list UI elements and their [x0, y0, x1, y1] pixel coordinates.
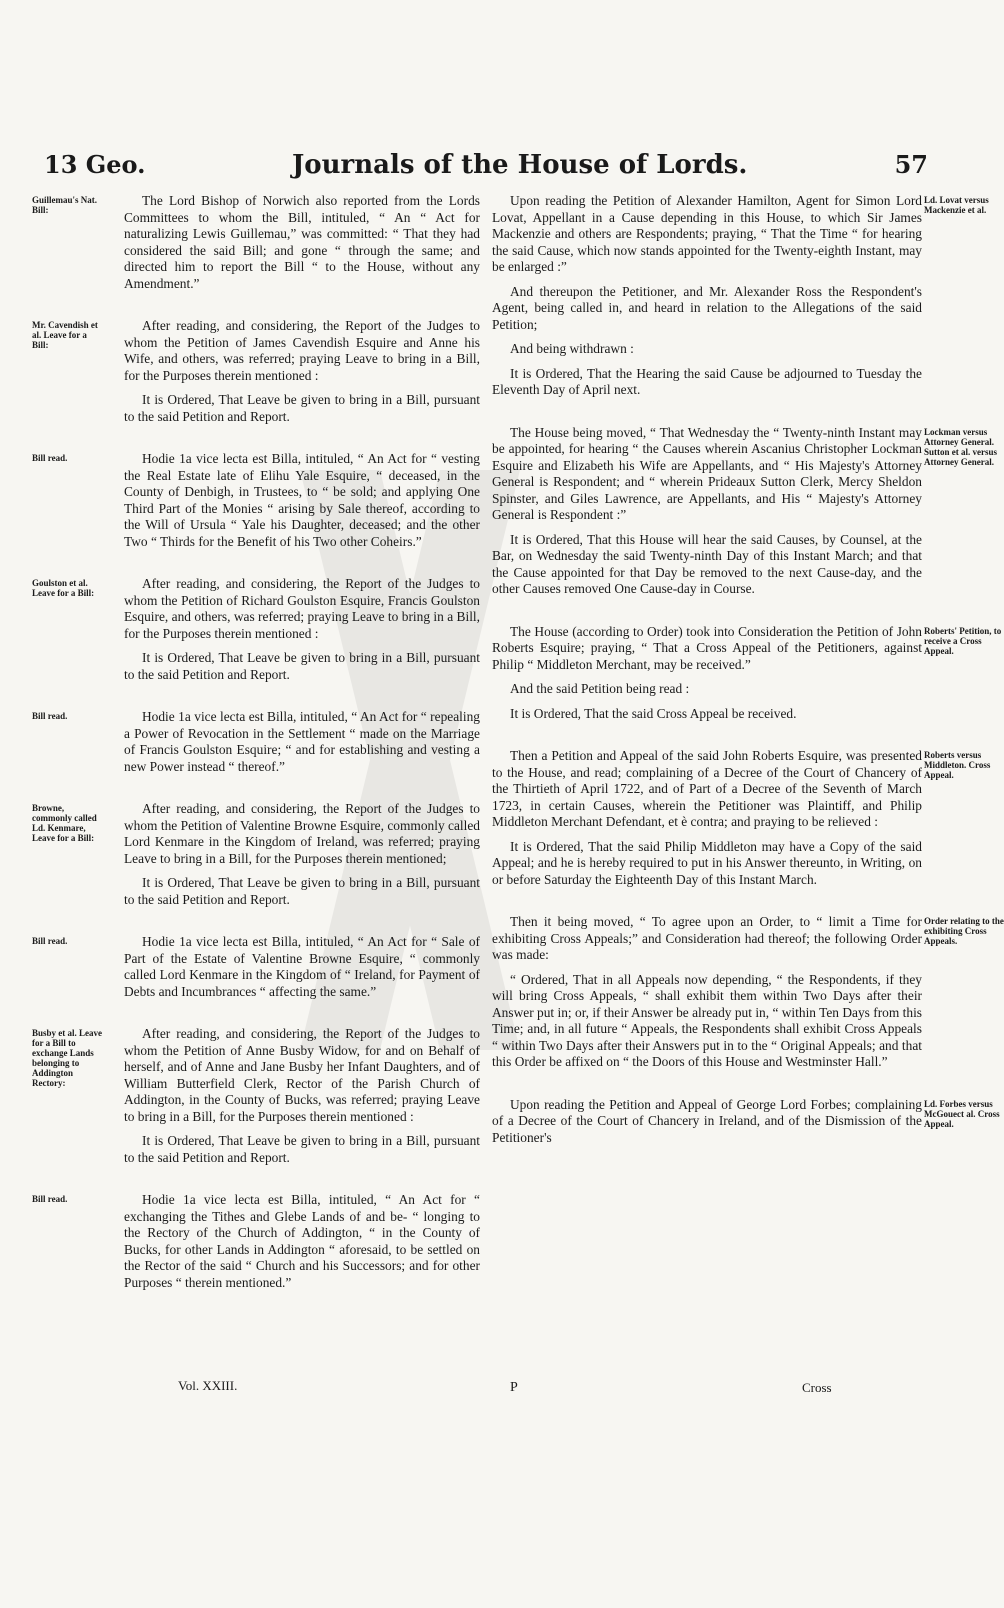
- header-reign: 13 Geo.: [44, 150, 146, 179]
- margin-note: Bill read.: [32, 453, 68, 463]
- margin-note: Roberts versus Middleton. Cross Appeal.: [924, 750, 991, 780]
- entry-paragraph: Hodie 1a vice lecta est Billa, intituled, “ An Act for “ Sale of Part of the Estate of Valentine Browne Esquire, “ commonly called Lord Kenmare in the Kingdom of “ Ireland, for Payment of Debts and Incumbrances “ affecting the same.”: [124, 934, 480, 999]
- volume-number: Vol. XXIII.: [178, 1378, 238, 1393]
- entry-paragraph: The Lord Bishop of Norwich also reported from the Lords Committees to whom the Bill, intituled, “ An “ Act for naturalizing Lewis Guillemau,” was committed: “ That they had considered the said Bill; and gone “ through the same; and directed him to report the Bill “ to the House, without any Amendment.”: [124, 193, 480, 291]
- entry-paragraph: It is Ordered, That Leave be given to bring in a Bill, pursuant to the said Petition and Report.: [124, 392, 480, 424]
- margin-note: Ld. Forbes versus McGouect al. Cross Appeal.: [924, 1098, 1000, 1129]
- journal-entry: [32, 318, 480, 425]
- entry-paragraph: It is Ordered, That Leave be given to bring in a Bill, pursuant to the said Petition and Report.: [124, 650, 480, 682]
- journal-entry: [32, 709, 480, 775]
- margin-note: Guillemau's Nat. Bill:: [32, 195, 98, 215]
- journal-entry: [492, 914, 1004, 1071]
- entry-paragraph: And being withdrawn :: [510, 341, 634, 356]
- journal-entry: [32, 1026, 480, 1166]
- entry-paragraph: Hodie 1a vice lecta est Billa, intituled, “ An Act for “ exchanging the Tithes and Glebe Lands of and be- “ longing to the Rectory of the Church of Addington, “ in the County of Bucks, for other Lands in Addington “ aforesaid, to be settled on the Rector of the said “ Church and his Successors; and for other Purposes “ therein mentioned.”: [124, 1192, 480, 1290]
- journal-entry: [32, 193, 480, 292]
- margin-note: Goulston et al. Leave for a Bill:: [32, 578, 95, 598]
- journal-entry: [32, 576, 480, 683]
- entry-paragraph: After reading, and considering, the Report of the Judges to whom the Petition of Valentine Browne Esquire, commonly called Lord Kenmare in the Kingdom of Ireland, was referred; praying Leave to bring in a Bill, for the Purposes therein mentioned;: [124, 801, 480, 866]
- margin-note: Order relating to the exhibiting Cross Appeals.: [924, 916, 1004, 946]
- entry-paragraph: Then it being moved, “ To agree upon an Order, to “ limit a Time for exhibiting Cross Appeals;” and Consideration had thereof; the following Order was made:: [492, 914, 922, 962]
- left-column: [32, 193, 480, 1317]
- margin-note: Ld. Lovat versus Mackenzie et al.: [924, 195, 989, 215]
- right-column: [492, 193, 1004, 1172]
- entry-paragraph: It is Ordered, That Leave be given to bring in a Bill, pursuant to the said Petition and Report.: [124, 875, 480, 907]
- margin-note: Roberts' Petition, to receive a Cross Appeal.: [924, 625, 1002, 656]
- entry-paragraph: It is Ordered, That the said Philip Middleton may have a Copy of the said Appeal; and he is hereby required to put in his Answer thereunto, in Writing, on or before Saturday the Eighteenth Day of this Instant March.: [492, 838, 922, 887]
- entry-paragraph: And thereupon the Petitioner, and Mr. Alexander Ross the Respondent's Agent, being called in, and heard in relation to the Allegations of the said Petition;: [492, 283, 922, 332]
- page-header: [0, 150, 992, 190]
- margin-note: Bill read.: [32, 936, 68, 946]
- entry-paragraph: Hodie 1a vice lecta est Billa, intituled, “ An Act for “ repealing a Power of Revocation in the Settlement “ made on the Marriage of Francis Goulston Esquire; “ and for establishing and vesting a new Power instead “ thereof.”: [124, 709, 480, 774]
- margin-note: Bill read.: [32, 711, 68, 721]
- margin-note: Browne, commonly called Ld. Kenmare, Leave for a Bill:: [32, 803, 97, 843]
- journal-entry: [492, 424, 998, 598]
- entry-paragraph: It is Ordered, That the said Cross Appeal be received.: [510, 705, 797, 721]
- margin-note: Mr. Cavendish et al. Leave for a Bill:: [32, 320, 98, 350]
- entry-paragraph: It is Ordered, That the Hearing the said Cause be adjourned to Tuesday the Eleventh Day of April next.: [492, 365, 922, 397]
- entry-paragraph: And the said Petition being read :: [510, 681, 690, 696]
- header-title: Journals of the House of Lords.: [292, 150, 748, 180]
- margin-note: Bill read.: [32, 1194, 68, 1204]
- entry-paragraph: The House being moved, “ That Wednesday the “ Twenty-ninth Instant may be appointed, for hearing “ the Causes wherein Ascanius Christopher Lockman Esquire and Elizabeth his Wife are Appellants, and “ His Majesty's Attorney General is Respondent; and “ wherein Prideaux Sutton Clerk, Mercy Sheldon Spinster, and Giles Lawrence, are Appellants, and His “ Majesty's Attorney General is Respondent :”: [492, 424, 922, 522]
- margin-note: Busby et al. Leave for a Bill to exchange Lands belonging to Addington Rectory:: [32, 1028, 103, 1088]
- entry-paragraph: Then a Petition and Appeal of the said John Roberts Esquire, was presented to the House, and read; complaining of a Decree of the Court of Chancery of the Thirtieth of April 1722, and of Part of a Decree of the Seventh of March 1723, in certain Causes, wherein the Petitioner was Plaintiff, and Philip Middleton Merchant Defendant, et è contra; and praying to be relieved :: [492, 748, 922, 829]
- journal-entry: [492, 1096, 1000, 1147]
- entry-paragraph: The House (according to Order) took into Consideration the Petition of John Roberts Esquire; praying, “ That a Cross Appeal of the Petitioners, against Philip “ Middleton Merchant, may be received.”: [492, 623, 922, 672]
- entry-paragraph: It is Ordered, That Leave be given to bring in a Bill, pursuant to the said Petition and Report.: [124, 1133, 480, 1165]
- journal-entry: [492, 623, 1002, 723]
- entry-paragraph: Upon reading the Petition of Alexander Hamilton, Agent for Simon Lord Lovat, Appellant in a Cause depending in this House, to which Sir James Mackenzie and others are Respondents; praying, “ That the Time “ for hearing the said Cause, which now stands appointed for the Twenty-eighth Instant, may be enlarged :”: [492, 193, 922, 274]
- journal-entry: [32, 801, 480, 908]
- entry-paragraph: Upon reading the Petition and Appeal of George Lord Forbes; complaining of a Decree of the Court of Chancery in Ireland, and of the Dismission of the Petitioner's: [492, 1096, 922, 1145]
- entry-paragraph: After reading, and considering, the Report of the Judges to whom the Petition of Anne Busby Widow, for and on Behalf of herself, and of Anne and Jane Busby her Infant Daughters, and of William Butterfield Clerk, Rector of the Parish Church of Addington, in the County of Bucks, was referred; praying Leave to bring in a Bill, for the Purposes therein mentioned :: [124, 1026, 480, 1124]
- entry-paragraph: It is Ordered, That this House will hear the said Causes, by Counsel, at the Bar, on Wednesday the said Twenty-ninth Day of this Instant March; and that the Cause appointed for that Day be removed to the next Cause-day, and the other Causes removed One Cause-day in Course.: [492, 531, 922, 596]
- entry-paragraph: After reading, and considering, the Report of the Judges to whom the Petition of Richard Goulston Esquire, Francis Goulston Esquire, and others, was referred; praying Leave to bring in a Bill, for the Purposes therein mentioned :: [124, 576, 480, 641]
- entry-paragraph: After reading, and considering, the Report of the Judges to whom the Petition of James Cavendish Esquire and Anne his Wife, and others, was referred; praying Leave to bring in a Bill, for the Purposes therein mentioned :: [124, 318, 480, 383]
- catchword: Cross: [802, 1380, 832, 1395]
- journal-entry: [492, 193, 989, 399]
- journal-entry: [32, 934, 480, 1000]
- journal-entry: [492, 748, 991, 888]
- entry-paragraph: Hodie 1a vice lecta est Billa, intituled, “ An Act for “ vesting the Real Estate late of Elihu Yale Esquire, “ deceased, in the County of Denbigh, in Trustees, to “ be sold; and applying One Third Part of the Monies “ arising by Sale thereof, according to the Will of Ursula “ Yale his Daughter, deceased; and the other Two “ Thirds for the Benefit of his Two other Coheirs.”: [124, 451, 480, 549]
- journal-entry: [32, 451, 480, 550]
- margin-note: Lockman versus Attorney General. Sutton et al. versus Attorney General.: [924, 426, 998, 467]
- entry-paragraph: “ Ordered, That in all Appeals now depending, “ the Respondents, if they will bring Cross Appeals, “ shall exhibit them within Two Days after their Answer put in; or, if their Answer be already put in, “ within Ten Days from this Time; and, in all future “ Appeals, the Respondents shall exhibit Cross Appeals “ within Two Days after their Answers put in to the “ Original Appeals; and that this Order be affixed on “ the Doors of this House and Westminster Hall.”: [492, 971, 922, 1069]
- page-number: 57: [894, 150, 928, 179]
- signature-mark: P: [510, 1380, 518, 1395]
- journal-entry: [32, 1192, 480, 1291]
